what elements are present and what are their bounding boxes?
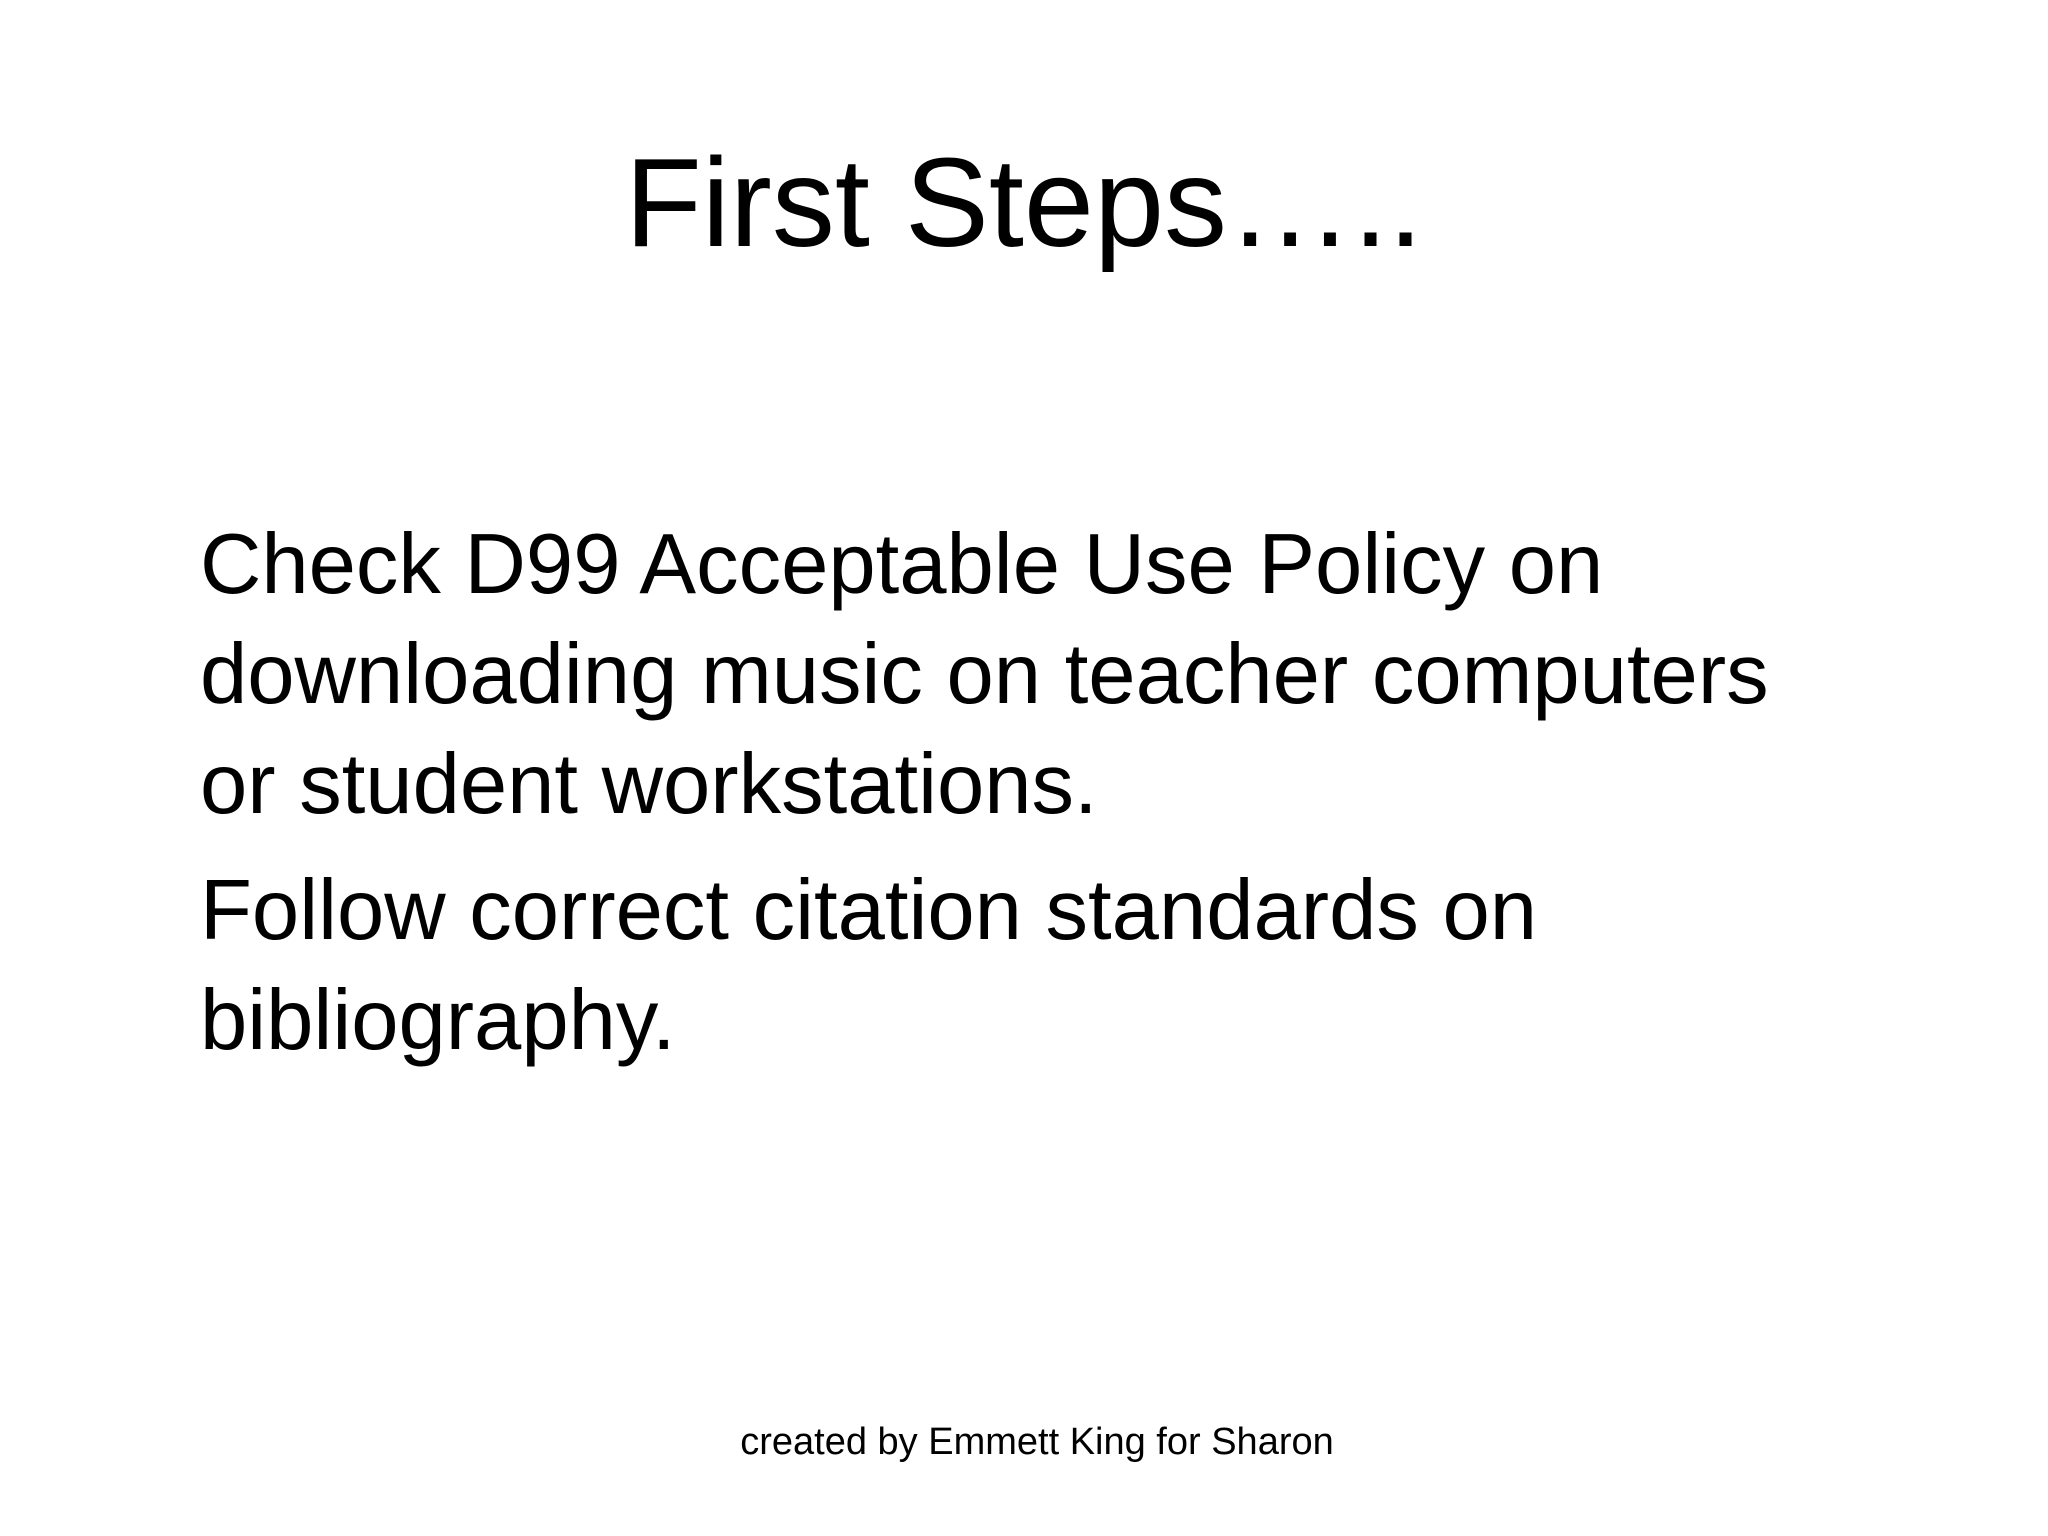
paragraph-line: Check D99 Acceptable Use Policy on	[200, 517, 1604, 612]
paragraph-line: or student workstations.	[200, 737, 1098, 832]
paragraph-line: bibliography.	[200, 973, 676, 1068]
paragraph-line: Follow correct citation standards on	[200, 863, 1538, 958]
slide-body	[200, 510, 1960, 1092]
paragraph-policy	[200, 510, 1960, 840]
slide-footer	[0, 1418, 2048, 1466]
paragraph-line: downloading music on teacher computers	[200, 627, 1769, 722]
slide-title: First Steps…..	[624, 132, 1424, 273]
paragraph-citation	[200, 856, 1960, 1076]
footer-credit: created by Emmett King for Sharon	[740, 1421, 1334, 1463]
